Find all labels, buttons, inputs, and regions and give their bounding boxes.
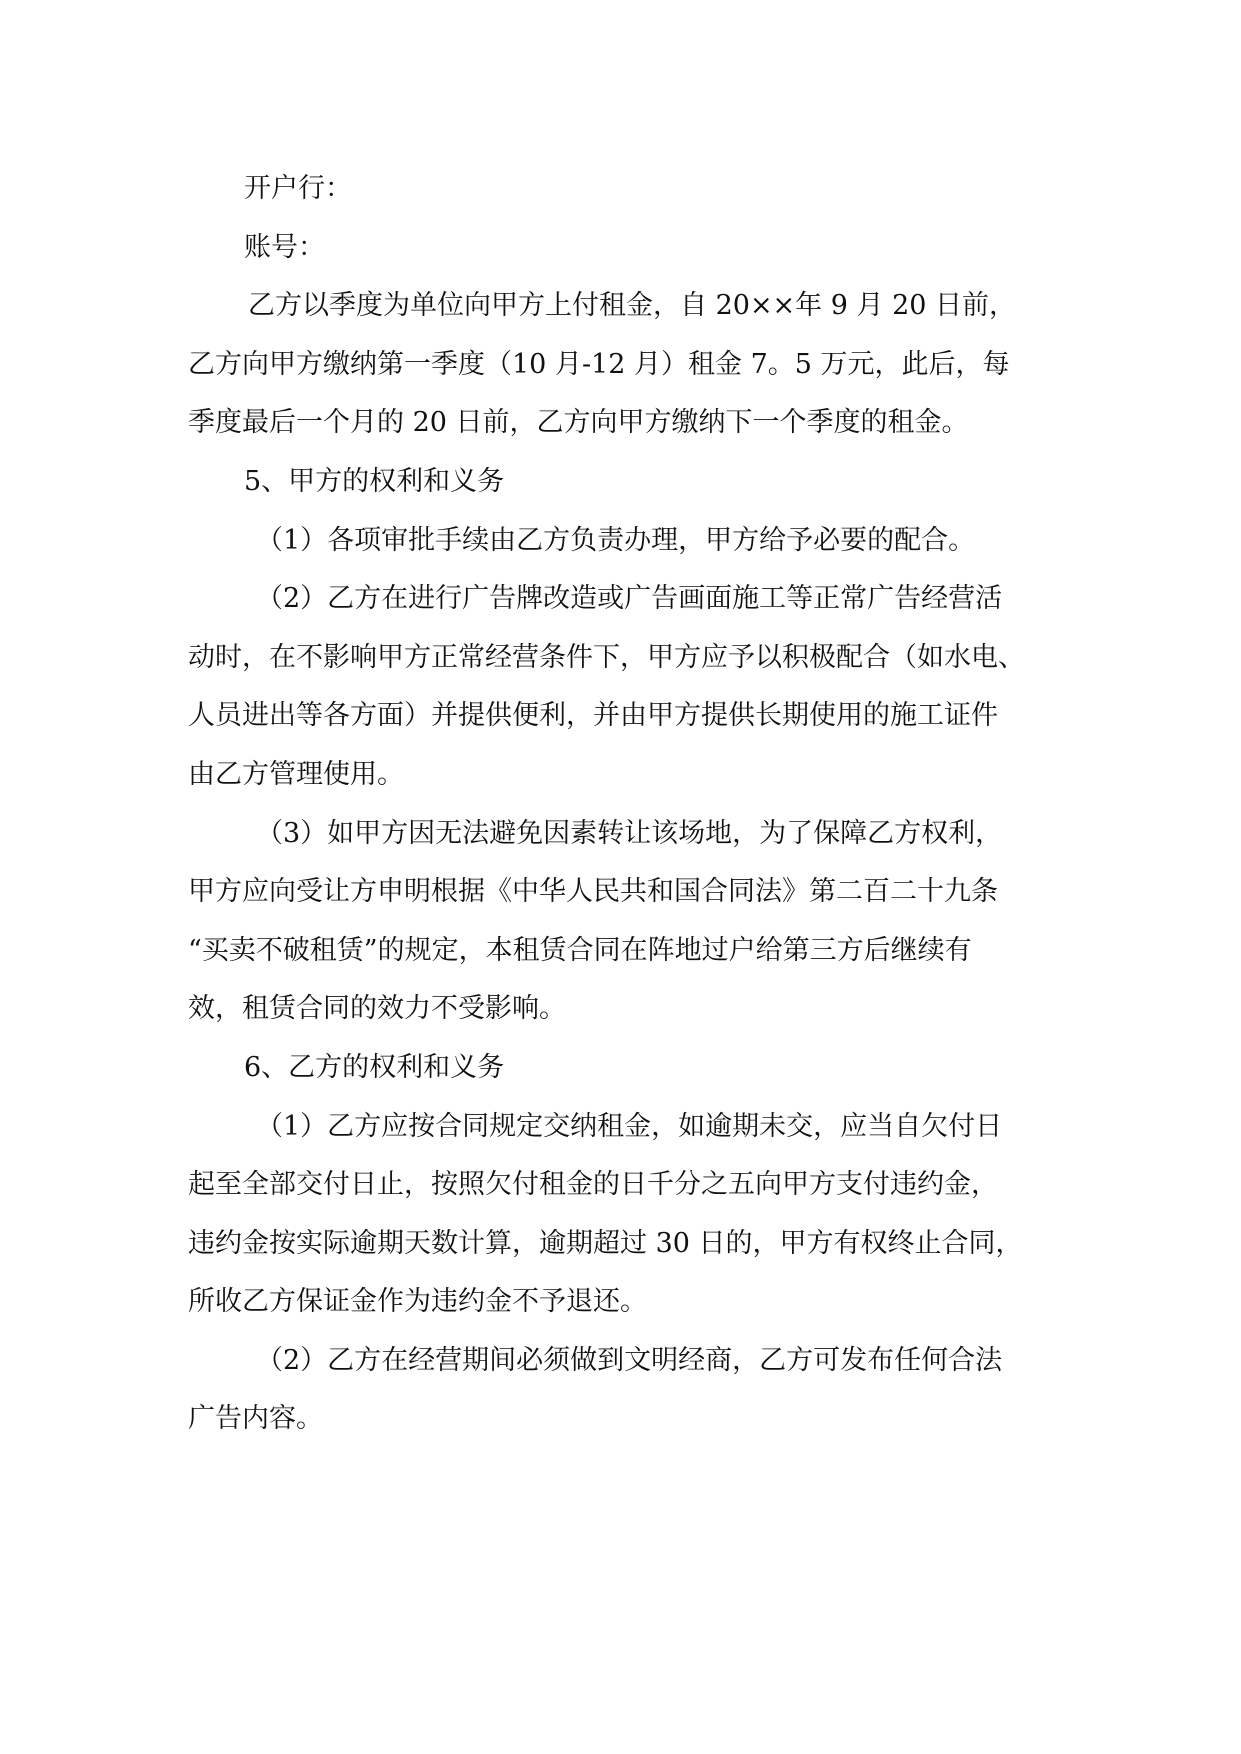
text-line: 乙方以季度为单位向甲方上付租金，自 20××年 9 月 20 日前， [248, 290, 1017, 322]
text-line: “买卖不破租赁”的规定，本租赁合同在阵地过户给第三方后继续有 [188, 934, 972, 966]
text-line: （2）乙方在进行广告牌改造或广告画面施工等正常广告经营活 [256, 583, 1003, 615]
text-line: 乙方向甲方缴纳第一季度（10 月-12 月）租金 7。5 万元，此后，每 [188, 348, 1010, 380]
text-line: 由乙方管理使用。 [188, 758, 404, 790]
text-line: 甲方应向受让方申明根据《中华人民共和国合同法》第二百二十九条 [188, 876, 998, 908]
text-line: （2）乙方在经营期间必须做到文明经商，乙方可发布任何合法 [256, 1344, 1003, 1376]
text-line: 广告内容。 [188, 1403, 323, 1435]
text-line: 动时，在不影响甲方正常经营条件下，甲方应予以积极配合（如水电、 [188, 641, 1025, 673]
text-line: 所收乙方保证金作为违约金不予退还。 [188, 1286, 647, 1318]
section-heading: 5、甲方的权利和义务 [244, 465, 505, 497]
text-line: 季度最后一个月的 20 日前，乙方向甲方缴纳下一个季度的租金。 [188, 407, 969, 439]
section-heading: 6、乙方的权利和义务 [244, 1051, 505, 1083]
text-line: 开户行： [244, 173, 352, 204]
text-line: （3）如甲方因无法避免因素转让该场地，为了保障乙方权利， [256, 817, 1003, 849]
text-line: 人员进出等各方面）并提供便利，并由甲方提供长期使用的施工证件 [188, 700, 998, 732]
text-line: 违约金按实际逾期天数计算，逾期超过 30 日的，甲方有权终止合同， [188, 1227, 1023, 1259]
document-body [188, 160, 1068, 1449]
text-line: 账号： [244, 231, 325, 263]
text-line: （1）乙方应按合同规定交纳租金，如逾期未交，应当自欠付日 [256, 1110, 1003, 1142]
text-line: 效，租赁合同的效力不受影响。 [188, 993, 566, 1025]
text-line: （1）各项审批手续由乙方负责办理，甲方给予必要的配合。 [256, 524, 976, 556]
text-line: 起至全部交付日止，按照欠付租金的日千分之五向甲方支付违约金， [188, 1169, 998, 1201]
